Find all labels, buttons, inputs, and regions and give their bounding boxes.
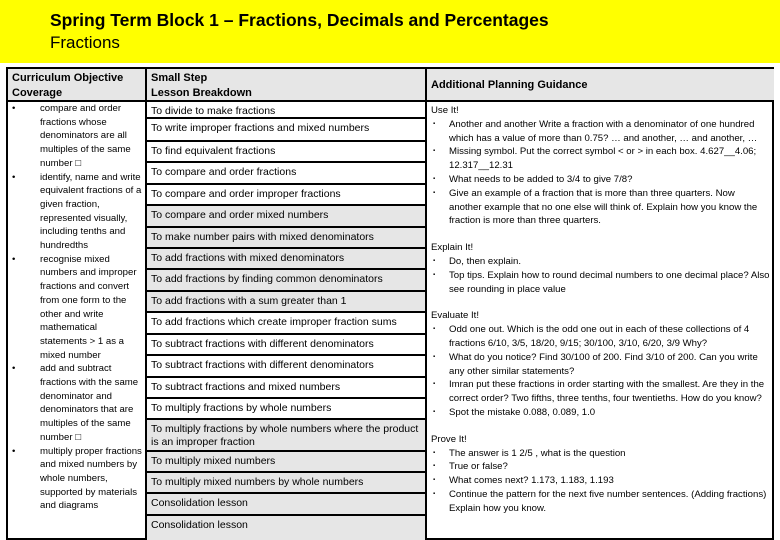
section-heading: Use It! [431, 105, 459, 116]
header-objective: Curriculum Objective Coverage [8, 69, 147, 102]
guidance-cell [427, 102, 774, 540]
section-heading: Prove It! [431, 433, 467, 445]
objective-item: • multiply proper fractions and mixed numbers by whole numbers, supported by materials and diagrams [10, 445, 143, 514]
small-step-row: To write improper fractions and mixed numbers [147, 119, 427, 142]
small-step-row: To add fractions which create improper fraction sums [147, 313, 427, 335]
guidance-item: ▪ What needs to be added to 3/4 to give 7/8? [431, 173, 770, 187]
small-step-row: To subtract fractions with different denominators [147, 356, 427, 378]
small-step-row: To add fractions with a sum greater than 1 [147, 292, 427, 313]
guidance-use-it [431, 104, 770, 228]
small-step-row: To multiply fractions by whole numbers where the product is an improper fraction [147, 420, 427, 452]
page-title: Spring Term Block 1 – Fractions, Decimals and Percentages [50, 10, 549, 30]
guidance-item: ▪ What comes next? 1.173, 1.183, 1.193 [431, 474, 770, 488]
guidance-prove-it [431, 433, 770, 516]
guidance-evaluate-it [431, 309, 770, 419]
small-step-row: To compare and order mixed numbers [147, 206, 427, 228]
guidance-item: ▪ Imran put these fractions in order starting with the smallest. Are they in the correct order? Two fifths, three tenths, four twentieths. How do you know? [431, 378, 770, 406]
small-step-row: To compare and order fractions [147, 163, 427, 185]
page-subtitle: Fractions [50, 33, 120, 52]
small-step-row: To add fractions by finding common denominators [147, 270, 427, 292]
small-step-row: To subtract fractions and mixed numbers [147, 378, 427, 399]
objective-item: • compare and order fractions whose denominators are all multiples of the same number □ [10, 102, 143, 171]
guidance-item: ▪ Do, then explain. [431, 255, 770, 269]
section-heading: Explain It! [431, 242, 474, 254]
small-step-row: Consolidation lesson [147, 494, 427, 516]
objective-item: • recognise mixed numbers and improper fractions and convert from one form to the other and write mathematical statements > 1 as a mixed number [10, 253, 143, 363]
guidance-explain-it [431, 241, 770, 296]
small-step-row: To add fractions with mixed denominators [147, 249, 427, 270]
guidance-item: ▪ Continue the pattern for the next five number sentences. (Adding fractions) Explain how you know. [431, 488, 770, 516]
guidance-item: ▪ Missing symbol. Put the correct symbol < or > in each box. 4.627__4.06; 12.317__12.31 [431, 145, 770, 173]
small-step-row: To find equivalent fractions [147, 142, 427, 163]
planning-table [6, 67, 774, 540]
small-step-row: To compare and order improper fractions [147, 185, 427, 206]
objective-item: • identify, name and write equivalent fractions of a given fraction, represented visually, including tenths and hundredths [10, 171, 143, 253]
guidance-item: ▪ Odd one out. Which is the odd one out in each of these collections of 4 fractions 6/10, 3/5, 18/20, 9/15; 30/100, 3/10, 6/20, 3/9 Why? [431, 323, 770, 351]
objectives-cell [8, 102, 147, 540]
objective-item: • add and subtract fractions with the same denominator and denominators that are multiples of the same number □ [10, 362, 143, 444]
small-step-row: To divide to make fractions [147, 102, 427, 119]
header-step-line1: Small Step [151, 72, 208, 84]
guidance-item: ▪ Spot the mistake 0.088, 0.089, 1.0 [431, 406, 770, 420]
guidance-item: ▪ What do you notice? Find 30/100 of 200. Find 3/10 of 200. Can you write any other similar statements? [431, 351, 770, 379]
guidance-item: ▪ True or false? [431, 460, 770, 474]
header-small-step [147, 69, 427, 102]
header-guidance: Additional Planning Guidance [427, 69, 774, 102]
small-step-row: To subtract fractions with different denominators [147, 335, 427, 356]
header-step-line2: Lesson Breakdown [151, 87, 252, 99]
guidance-item: ▪ Give an example of a fraction that is more than three quarters. Now another example that no one else will think of. Explain how you know the fraction is more than three quarters. [431, 187, 770, 228]
guidance-item: ▪ The answer is 1 2/5 , what is the question [431, 447, 770, 461]
guidance-item: ▪ Top tips. Explain how to round decimal numbers to one decimal place? Also see rounding in place value [431, 269, 770, 297]
small-step-row: To multiply mixed numbers by whole numbers [147, 473, 427, 494]
small-step-row: To make number pairs with mixed denominators [147, 228, 427, 249]
section-heading: Evaluate It! [431, 310, 479, 322]
guidance-item: ▪ Another and another Write a fraction with a denominator of one hundred which has a value of more than 0.75? … and another, … and another, … [431, 118, 770, 146]
small-step-row: Consolidation lesson [147, 516, 427, 540]
small-step-row: To multiply fractions by whole numbers [147, 399, 427, 420]
title-banner [0, 0, 780, 63]
small-step-row: To multiply mixed numbers [147, 452, 427, 473]
